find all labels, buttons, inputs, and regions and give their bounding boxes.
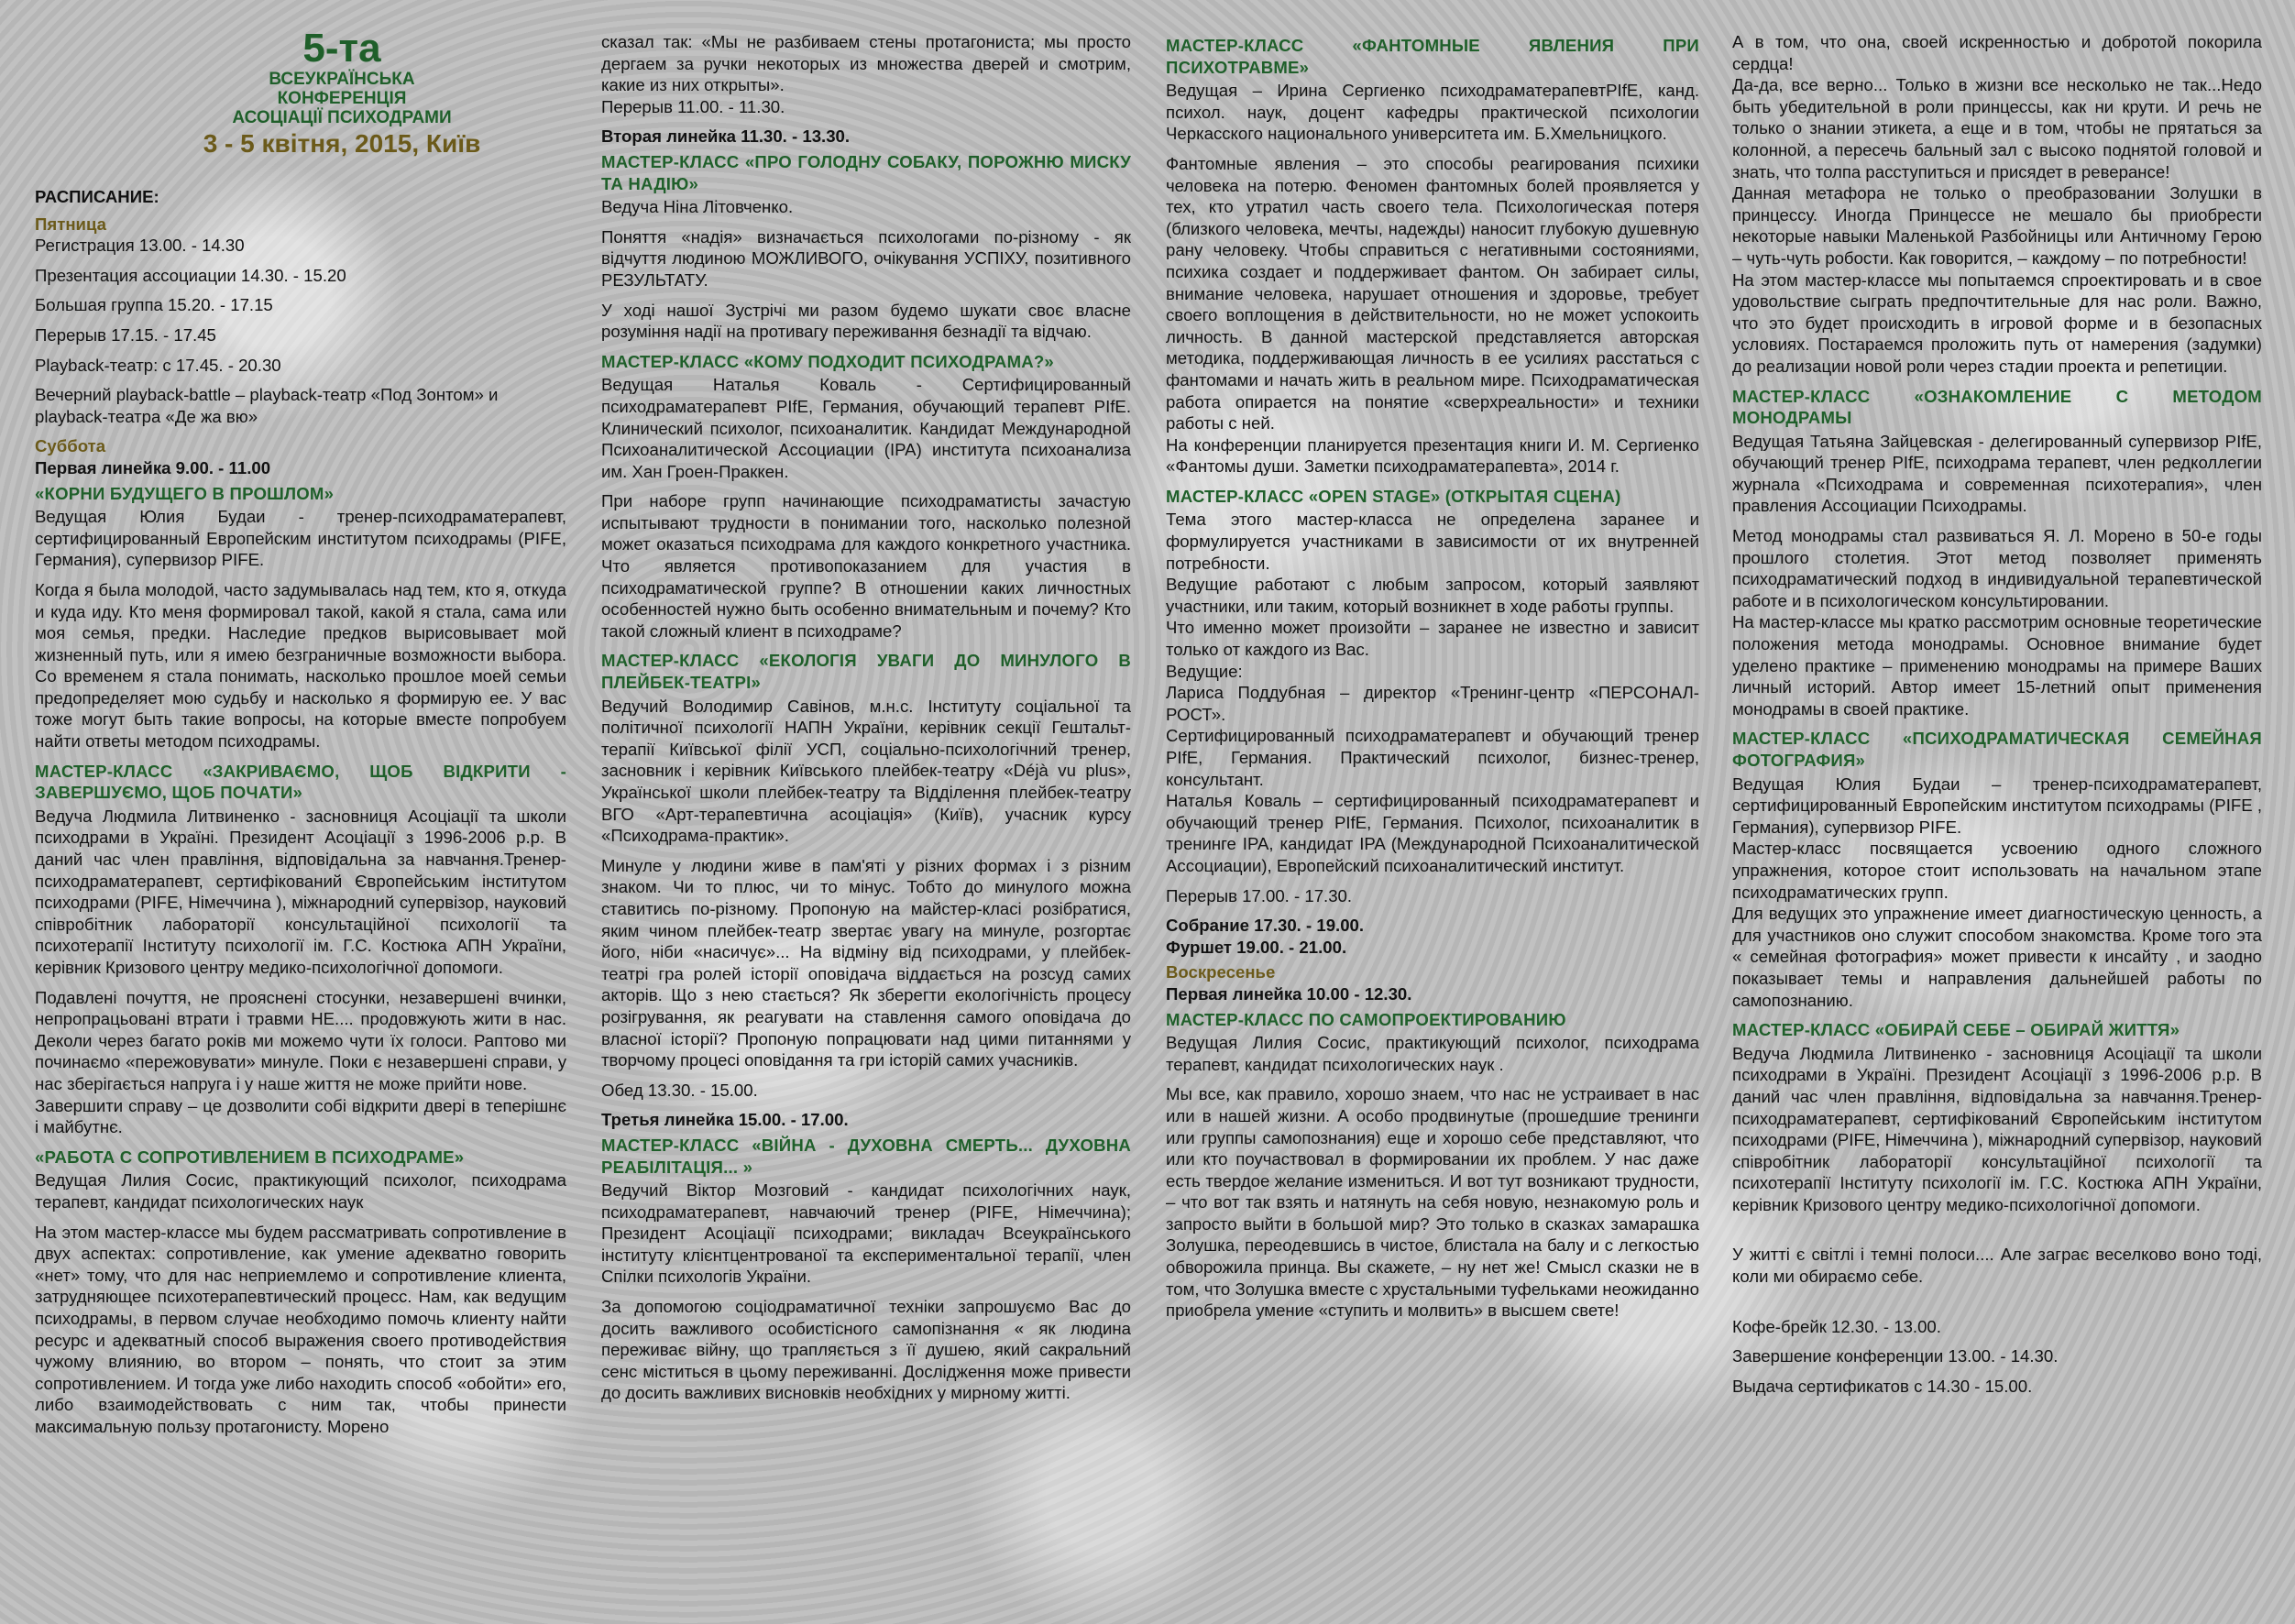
mc5-title: МАСТЕР-КЛАСС «КОМУ ПОДХОДИТ ПСИХОДРАМА?»: [601, 351, 1054, 371]
mc9-body: Что именно может произойти – заранее не известно и зависит только от каждого из Вас.: [1166, 618, 1699, 660]
friday-title: Пятница: [35, 214, 106, 234]
mc4-title: МАСТЕР-КЛАСС «ПРО ГОЛОДНУ СОБАКУ, ПОРОЖНЮ МИСКУ ТА НАДІЮ»: [601, 151, 1131, 193]
column-2: [601, 0, 1131, 1624]
mc3-lead: Ведущая Лилия Сосис, практикующий психолог, психодрама терапевт, кандидат психологических наук: [35, 1170, 566, 1212]
mc11-body-2: На мастер-классе мы кратко рассмотрим основные теоретические положения метода монодрамы. Основное внимание будет уделено практике – применению монодрамы на примере Ваших личный историй. Автор имеет 15-летний опыт применения монодрамы в своей практике.: [1732, 612, 2262, 719]
friday-item: Большая группа 15.20. - 17.15: [35, 295, 273, 315]
mc5-lead: Ведущая Наталья Коваль - Сертифицированный психодраматерапевт PIfE, Германия, обучающий терапевт PIfE. Клинический психолог, психоаналитик. Кандидат Международной Психоаналитической Ассоциации (IPA) института психоанализа им. Хан Гроен-Праккен.: [601, 375, 1131, 481]
header-date: 3 - 5 квітня, 2015, Київ: [203, 129, 481, 158]
mc12-title: МАСТЕР-КЛАСС «ПСИХОДРАМАТИЧЕСКАЯ СЕМЕЙНАЯ ФОТОГРАФИЯ»: [1732, 729, 2262, 770]
break-1: Перерыв 11.00. - 11.30.: [601, 96, 785, 116]
mc4-lead: Ведуча Ніна Літовченко.: [601, 197, 794, 217]
mc12-body-2: Для ведущих это упражнение имеет диагностическую ценность, а для участников оно служит способом знакомства. Кроме того эта « семейная фотография» может привести к инсайту , и заодно показывает темы и направления дальнейшей работы по самопознанию.: [1732, 904, 2262, 1010]
mc5-body: При наборе групп начинающие психодраматисты зачастую испытывают трудности в понимании того, насколько полезной может оказаться психодрама для каждого конкретного участника. Что является противопоказанием для участия в психодраматической группе? В отношении каких личностных особенностей нужно быть особенно внимательным и почему? Кто такой сложный клиент в психодраме?: [601, 491, 1131, 641]
mc10-continued: Да-да, все верно... Только в жизни все несколько не так...Недо быть убедительной в роли принцессы, как ни крути. И речь не только о знании этикета, а еще и в том, чтобы не прятаться за колонной, а пересечь бальный зал с высоко поднятой головой и знать, что толпа расступиться и присядет в реверансе!: [1732, 75, 2262, 181]
header-line-1: ВСЕУКРАЇНСЬКА: [269, 70, 415, 89]
mc8-lead: Ведущая – Ирина Сергиенко психодраматерапевтPIfE, канд. психол. наук, доцент кафедры практической психологии Черкасского национального университета им. Б.Хмельницкого.: [1166, 81, 1699, 144]
mc2-body-1: Подавлені почуття, не прояснені стосунки, незавершені вчинки, непропрацьовані втрати і травми НЕ.... продовжують жити в нас. Деколи через багато років ми можемо чути їх голоси. Раптово ми починаємо «пережовувати» минуле. Поки є незавершені справи, у нас зберігається напруга і у наше життя не може прийти нове.: [35, 987, 566, 1093]
sunday-line-1: Первая линейка 10.00 - 12.30.: [1166, 983, 1412, 1004]
mc9-title: МАСТЕР-КЛАСС «OPEN STAGE» (ОТКРЫТАЯ СЦЕНА): [1166, 486, 1621, 506]
mc13-title: МАСТЕР-КЛАСС «ОБИРАЙ СЕБЕ – ОБИРАЙ ЖИТТЯ»: [1732, 1020, 2180, 1040]
column-1: [35, 0, 566, 1624]
mc3-continued: сказал так: «Мы не разбиваем стены протагониста; мы просто дергаем за ручки некоторых из множества дверей и смотрим, какие из них открыты».: [601, 32, 1131, 95]
mc9-body: Ведущие:: [1166, 661, 1243, 681]
mc7-lead: Ведучий Віктор Мозговий - кандидат психологічних наук, психодраматерапевт, навчаючий тренер (PIFE, Німеччина); Президент Асоціації психодрами; викладач Всеукраїнського інституту клієнтцентрованої та експериментальної терапії, член Спілки психологів України.: [601, 1180, 1131, 1287]
mc4-body-1: Поняття «надія» визначається психологами по-різному - як відчуття людиною МОЖЛИВОГО, очікування УСПІХУ, позитивного РЕЗУЛЬТАТУ.: [601, 226, 1131, 290]
mc10-continued: Данная метафора не только о преобразовании Золушки в принцессу. Иногда Принцессе не мешало бы приобрести некоторые навыки Маленькой Разбойницы или Античному Герою – чуть-чуть робости. Как говорится, – каждому – по потребности!: [1732, 183, 2262, 268]
saturday-line-3: Третья линейка 15.00. - 17.00.: [601, 1110, 849, 1130]
mc3-body: На этом мастер-классе мы будем рассматривать сопротивление в двух аспектах: сопротивление, как умение адекватно говорить «нет» тому, что для нас неприемлемо и сопротивление клиента, затрудняющее психотерапевтический процесс. Нам, как ведущим психодрамы, в первом случае необходимо помочь клиенту найти ресурс и адекватный способ выражения своего противодействия чужому влиянию, во втором – понять, что стоит за этим сопротивлением. И тогда уже либо находить способ «обойти» его, либо взаимодействовать с ним так, чтобы принести максимальную пользу протагонисту. Морено: [35, 1222, 566, 1436]
mc9-body: Наталья Коваль – сертифицированный психодраматерапевт и обучающий тренер PIfE, Германия. Психолог, психоаналитик в тренинге IPA, кандидат IPA (Международной Психоаналитической Ассоциации), Европейский психоаналитический институт.: [1166, 791, 1699, 875]
conference-header: [117, 27, 566, 160]
column-4: [1732, 0, 2262, 1624]
column-3: [1166, 0, 1699, 1624]
break-2: Перерыв 17.00. - 17.30.: [1166, 885, 1353, 905]
mc8-body-2: На конференции планируется презентация книги И. М. Сергиенко «Фантомы души. Заметки психодраматерапевта», 2014 г.: [1166, 434, 1699, 477]
mc6-body: Минуле у людини живе в пам'яті у різних формах і з різним знаком. Чи то плюс, чи то мінус. Тобто до минулого можна ставитись по-різному. Пропоную на майстер-класі розібратися, яким чином плейбек-театр звертає увагу на минуле, розгортає його, ніби «насичує»... На відміну від психодрами, у плейбек-театрі гра ролей історії оповідача віддається на розсуд самих акторів. Що з нею стається? Як зберегти екологічність процесу розігрування, як реагувати на ставлення самого оповідача до власної історії? Пропоную попрацювати над цими питаннями у творчому процесі оповідання та гри історій самих учасників.: [601, 855, 1131, 1070]
friday-item: Перерыв 17.15. - 17.45: [35, 324, 216, 345]
mc10-continued: На этом мастер-классе мы попытаемся спроектировать и в свое удовольствие сыграть предпочтительные для нас роли. Важно, что это будет происходить в игровой форме и в безопасных условиях. Постараемся проложить путь от намерения (задумки) до реализации новой роли через стадии проекта и репетиции.: [1732, 269, 2262, 376]
mc10-continued: А в том, что она, своей искренностью и добротой покорила сердца!: [1732, 32, 2262, 73]
friday-item: Playback-театр: с 17.45. - 20.30: [35, 355, 281, 375]
certificates: Выдача сертификатов с 14.30 - 15.00.: [1732, 1376, 2033, 1396]
header-line-3: АСОЦІАЦІЇ ПСИХОДРАМИ: [232, 108, 452, 127]
mc11-lead: Ведущая Татьяна Зайцевская - делегированный супервизор PIfE, обучающий тренер PIfE, психодрама терапевт, член редколлегии журнала «Психодрама и современная психотерапия», член правления Ассоциации Психодрамы.: [1732, 431, 2262, 516]
mc13-body: У житті є світлі і темні полоси.... Але заграє веселково воно тоді, коли ми обираємо себе.: [1732, 1245, 2262, 1287]
header-number: 5-та: [302, 26, 381, 71]
mc3-title: «РАБОТА С СОПРОТИВЛЕНИЕМ В ПСИХОДРАМЕ»: [35, 1147, 465, 1167]
mc1-lead: Ведущая Юлия Будаи - тренер-психодраматерапевт, сертифицированный Европейским институтом психодрамы (PIFE, Германия), супервизор PIFE.: [35, 507, 566, 570]
mc13-lead: Ведуча Людмила Литвиненко - засновниця Асоціації та школи психодрами в Україні. Президент Асоціації з 1996-2006 р.р. В даний час член правління, відповідальна за навчання.Тренер-психодраматерапевт, сертифікований Європейським інститутом психодрами (PIFE, Німеччина ), міжнародний супервізор, науковий співробітник лабораторії консультаційної психології та психотерапії Інституту психології ім. Г.С. Костюка АПН України, керівник Кризового центру медико-психологічної допомоги.: [1732, 1043, 2262, 1214]
mc1-title: «КОРНИ БУДУЩЕГО В ПРОШЛОМ»: [35, 483, 335, 503]
mc9-body: Ведущие работают с любым запросом, который заявляют участники, или таким, который возникнет в ходе работы группы.: [1166, 575, 1699, 616]
schedule-title: РАСПИСАНИЕ:: [35, 187, 159, 206]
mc4-body-2: У ході нашої Зустрічі ми разом будемо шукати своє власне розуміння надії на противагу переживання безнадії та відчаю.: [601, 300, 1131, 342]
mc9-body: Лариса Поддубная – директор «Тренинг-центр «ПЕРСОНАЛ-РОСТ».: [1166, 683, 1699, 724]
mc2-lead: Ведуча Людмила Литвиненко - засновниця Асоціації та школи психодрами в Україні. Президент Асоціації з 1996-2006 р.р. В даний час член правління, відповідальна за навчання.Тренер-психодраматерапевт, сертифікований Європейським інститутом психодрами (PIFE, Німеччина ), міжнародний супервізор, науковий співробітник лабораторії консультаційної психології та психотерапії Інституту психології ім. Г.С. Костюка АПН України, керівник Кризового центру медико-психологічної допомоги.: [35, 806, 566, 977]
mc6-lead: Ведучий Володимир Савінов, м.н.с. Інституту соціальної та політичної психології НАПН України, керівник секції Гештальт-терапії Київської філії УСП, соціально-психологічний тренер, засновник і керівник Київського плейбек-театру «Déjà vu plus», Української школи плейбек-театру та Відділення плейбек-театру ВГО «Арт-терапевтична асоціація» (Київ), учасник курсу «Психодрама-практик».: [601, 696, 1131, 846]
saturday-line-2: Вторая линейка 11.30. - 13.30.: [601, 126, 851, 147]
mc8-title: МАСТЕР-КЛАСС «ФАНТОМНЫЕ ЯВЛЕНИЯ ПРИ ПСИХОТРАВМЕ»: [1166, 36, 1699, 77]
buffet: Фуршет 19.00. - 21.00.: [1166, 937, 1347, 957]
mc11-title: МАСТЕР-КЛАСС «ОЗНАКОМЛЕНИЕ С МЕТОДОМ МОНОДРАМЫ: [1732, 386, 2262, 428]
friday-item: Презентация ассоциации 14.30. - 15.20: [35, 265, 346, 285]
mc6-title: МАСТЕР-КЛАСС «ЕКОЛОГІЯ УВАГИ ДО МИНУЛОГО В ПЛЕЙБЕК-ТЕАТРІ»: [601, 651, 1131, 693]
mc10-lead: Ведущая Лилия Сосис, практикующий психолог, психодрама терапевт, кандидат психологических наук .: [1166, 1033, 1699, 1074]
mc1-body: Когда я была молодой, часто задумывалась над тем, кто я, откуда и куда иду. Кто меня формировал такой, какой я стала, сама или моя семья, предки. Наследие предков вырисовывает мой жизненный путь, или я имею безграничные возможности выбора. Со временем я стала понимать, насколько прошлое моей семьи предопределяет мою судьбу и насколько я формирую ее. У вас тоже могут быть такие вопросы, на которые вместе попробуем найти ответы методом психодрамы.: [35, 579, 566, 752]
mc12-lead: Ведущая Юлия Будаи – тренер-психодраматерапевт, сертифицированный Европейским институтом психодрамы (PIFE , Германия), супервизор PIFE.: [1732, 774, 2262, 837]
saturday-title: Суббота: [35, 436, 106, 456]
friday-item: Регистрация 13.00. - 14.30: [35, 236, 245, 256]
mc10-body: Мы все, как правило, хорошо знаем, что нас не устраивает в нас или в нашей жизни. А особо продвинутые (прошедшие тренинги или группы самопознания) еще и хорошо себе представляют, что или кто поучаствовал в формировании их проблем. У нас даже есть твердое желание измениться. И вот тут возникают трудности, – что вот так взять и натянуть на себя новую, незнакомую роль и запросто выйти в большой мир? Это только в сказках замарашка Золушка, переодевшись в чистое, блистала на балу и с легкостью обворожила принца. Вы скажете, – ну нет же! Смысл сказки не в том, что Золушка вместе с хрустальными туфельками неожиданно приобрела умение «ступить и молвить» в высшем свете!: [1166, 1084, 1699, 1321]
mc11-body-1: Метод монодрамы стал развиваться Я. Л. Морено в 50-е годы прошлого столетия. Этот метод позволяет применять психодраматический подход в индивидуальной терапевтической работе и в психологическом консультировании.: [1732, 526, 2262, 610]
coffee-break: Кофе-брейк 12.30. - 13.00.: [1732, 1316, 1941, 1336]
mc7-title: МАСТЕР-КЛАСС «ВІЙНА - ДУХОВНА СМЕРТЬ... ДУХОВНА РЕАБІЛІТАЦІЯ... »: [601, 1135, 1131, 1177]
mc9-body: Сертифицированный психодраматерапевт и обучающий тренер PIfE, Германия. Практический психолог, бизнес-тренер, консультант.: [1166, 726, 1699, 789]
mc12-body-1: Мастер-класс посвящается усвоению одного сложного упражнения, которое стоит использовать на начальном этапе психодраматических групп.: [1732, 839, 2262, 902]
saturday-line-1: Первая линейка 9.00. - 11.00: [35, 457, 271, 477]
header-line-2: КОНФЕРЕНЦІЯ: [277, 89, 407, 108]
mc9-body: Тема этого мастер-класса не определена заранее и формулируется участниками в зависимости от их внутренней потребности.: [1166, 510, 1699, 573]
closing: Завершение конференции 13.00. - 14.30.: [1732, 1346, 2059, 1366]
friday-item: Вечерний playback-battle – playback-театр «Под Зонтом» и playback-театра «Де жа вю»: [35, 385, 499, 426]
meeting: Собрание 17.30. - 19.00.: [1166, 916, 1365, 936]
mc8-body-1: Фантомные явления – это способы реагирования психики человека на потерю. Феномен фантомных болей проявляется у тех, кто утратил часть своего тела. Психологическая потеря (близкого человека, мечты, надежды) наносит глубокую душевную рану человеку. Чтобы справиться с негативными состояниями, психика создает и поддерживает фантом. Он забирает силы, внимание человека, нарушает отношения и здоровье, требует своего воплощения в действительности, но не может успокоить личность. В данной мастерской представляется авторская методика, поддерживающая личность в ее усилиях расстаться с фантомами и начать жить в реальном мире. Психодраматическая работа опирается на понятие «сверхреальности» и техники работы с ней.: [1166, 153, 1699, 433]
lunch: Обед 13.30. - 15.00.: [601, 1080, 758, 1100]
mc10-title: МАСТЕР-КЛАСС ПО САМОПРОЕКТИРОВАНИЮ: [1166, 1009, 1566, 1029]
mc2-body-2: Завершити справу – це дозволити собі відкрити двері в теперішнє і майбутнє.: [35, 1095, 566, 1137]
sunday-title: Воскресенье: [1166, 962, 1276, 982]
mc2-title: МАСТЕР-КЛАСС «ЗАКРИВАЄМО, ЩОБ ВІДКРИТИ - ЗАВЕРШУЄМО, ЩОБ ПОЧАТИ»: [35, 761, 566, 803]
mc7-body: За допомогою соціодраматичної техніки запрошуємо Вас до досить важливого особистісного самопізнання « як людина переживає війну, що трапляється з її душею, який сакральний сенс міститься в цьому переживанні. Дослідження може привести до досить важливих висновків необхідних у мирному житті.: [601, 1297, 1131, 1403]
